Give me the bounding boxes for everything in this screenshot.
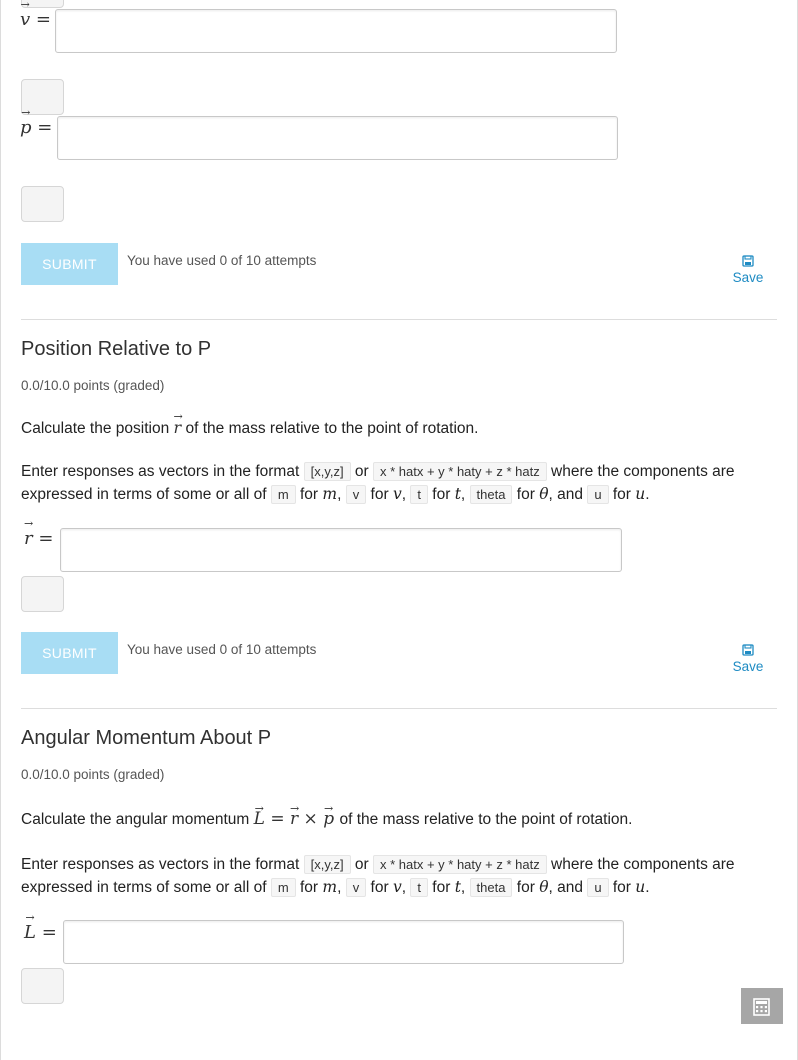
prompt-position [21, 416, 781, 440]
fmt-sym-v: v [392, 485, 402, 503]
L-input[interactable] [63, 920, 624, 964]
fmt-code-u: u [587, 485, 608, 504]
fmt-code-hat: x * hatx + y * haty + z * hatz [373, 462, 547, 481]
r-input[interactable] [60, 528, 622, 572]
submit-button-position[interactable]: SUBMIT [21, 632, 118, 674]
prompt-angular-after: of the mass relative to the point of rotation. [339, 811, 633, 828]
prompt-eq: = [270, 809, 285, 829]
section-title-position: Position Relative to P [21, 338, 212, 360]
section-divider-2 [21, 708, 777, 709]
fmt-text: or [354, 463, 369, 480]
save-icon [742, 644, 754, 656]
r-status-indicator [21, 576, 64, 612]
fmt-text: for [612, 486, 631, 503]
p-label [20, 117, 52, 138]
fmt-sym-m: m [322, 878, 338, 896]
fmt-code-theta: theta [470, 878, 513, 897]
prompt-angular [21, 808, 781, 831]
calculator-button[interactable] [741, 988, 783, 1024]
fmt-text: where the components are expressed in terms of some or all of [21, 463, 735, 503]
p-input[interactable] [57, 116, 618, 160]
fmt-text: or [354, 856, 369, 873]
save-label-position: Save [732, 659, 764, 674]
fmt-sym-u: u [635, 878, 646, 896]
fmt-code-t: t [410, 878, 428, 897]
p-equals: = [37, 117, 53, 138]
prompt-times: × [303, 809, 318, 829]
prompt-r-symbol: → r [290, 808, 298, 831]
fmt-sym-t: t [454, 878, 461, 896]
fmt-text: for [370, 879, 389, 896]
prompt-position-r-symbol: → r [174, 416, 182, 439]
prompt-p-symbol: → p [323, 808, 334, 831]
fmt-text: for [612, 879, 631, 896]
save-icon [742, 255, 754, 267]
fmt-text: , and [548, 486, 584, 503]
points-angular: 0.0/10.0 points (graded) [21, 767, 165, 782]
fmt-text: for [432, 879, 451, 896]
prompt-L-symbol: → L [254, 808, 265, 831]
fmt-text: for [300, 486, 319, 503]
prompt-position-before: Calculate the position [21, 420, 170, 437]
attempts-text-position: You have used 0 of 10 attempts [127, 642, 317, 657]
section-divider-1 [21, 319, 777, 320]
v-label [20, 9, 51, 30]
L-symbol: → L [24, 922, 36, 943]
submit-button-momentum[interactable]: SUBMIT [21, 243, 118, 285]
p-status-indicator [21, 186, 64, 222]
r-label [24, 528, 53, 549]
r-symbol: → r [24, 528, 33, 549]
fmt-code-u: u [587, 878, 608, 897]
calculator-icon [741, 988, 783, 1024]
L-equals: = [41, 922, 57, 943]
fmt-sym-m: m [322, 485, 338, 503]
prompt-angular-before: Calculate the angular momentum [21, 811, 250, 828]
fmt-code-theta: theta [470, 485, 513, 504]
fmt-code-v: v [346, 878, 367, 897]
save-button-position[interactable] [728, 644, 768, 674]
format-instructions-position: Enter responses as vectors in the format [x,y,z] or x * hatx + y * haty + z * hatz where the components are expressed in terms of some or all of m for m, v for v, t for t, theta for θ, and u for u. [21, 463, 735, 503]
fmt-code-t: t [410, 485, 428, 504]
format-instructions-angular: Enter responses as vectors in the format [x,y,z] or x * hatx + y * haty + z * hatz where the components are expressed in terms of some or all of m for m, v for v, t for t, theta for θ, and u for u. [21, 856, 735, 896]
p-symbol: → p [20, 117, 32, 138]
fmt-code-hat: x * hatx + y * haty + z * hatz [373, 855, 547, 874]
fmt-text: Enter responses as vectors in the format [21, 463, 300, 480]
fmt-code-m: m [271, 878, 296, 897]
fmt-text: where the components are expressed in terms of some or all of [21, 856, 735, 896]
fmt-code-m: m [271, 485, 296, 504]
fmt-sym-u: u [635, 485, 646, 503]
fmt-code-v: v [346, 485, 367, 504]
fmt-sym-theta: θ [539, 485, 549, 503]
fmt-text: for [516, 879, 535, 896]
fmt-text: , and [548, 879, 584, 896]
v-input[interactable] [55, 9, 617, 53]
fmt-code-list: [x,y,z] [304, 462, 351, 481]
fmt-sym-theta: θ [539, 878, 549, 896]
L-label [24, 922, 57, 943]
v-symbol: → v [20, 9, 30, 30]
fmt-text: for [432, 486, 451, 503]
fmt-text: for [370, 486, 389, 503]
points-position: 0.0/10.0 points (graded) [21, 378, 165, 393]
fmt-text: for [300, 879, 319, 896]
prompt-position-after: of the mass relative to the point of rotation. [185, 420, 479, 437]
attempts-text-momentum: You have used 0 of 10 attempts [127, 253, 317, 268]
fmt-sym-v: v [392, 878, 402, 896]
fmt-text: for [516, 486, 535, 503]
section-title-angular: Angular Momentum About P [21, 727, 272, 749]
L-status-indicator [21, 968, 64, 1004]
fmt-sym-t: t [454, 485, 461, 503]
v-equals: = [35, 9, 51, 30]
r-equals: = [38, 528, 54, 549]
fmt-text: Enter responses as vectors in the format [21, 856, 300, 873]
save-button-momentum[interactable] [728, 255, 768, 285]
fmt-code-list: [x,y,z] [304, 855, 351, 874]
save-label-momentum: Save [732, 270, 764, 285]
